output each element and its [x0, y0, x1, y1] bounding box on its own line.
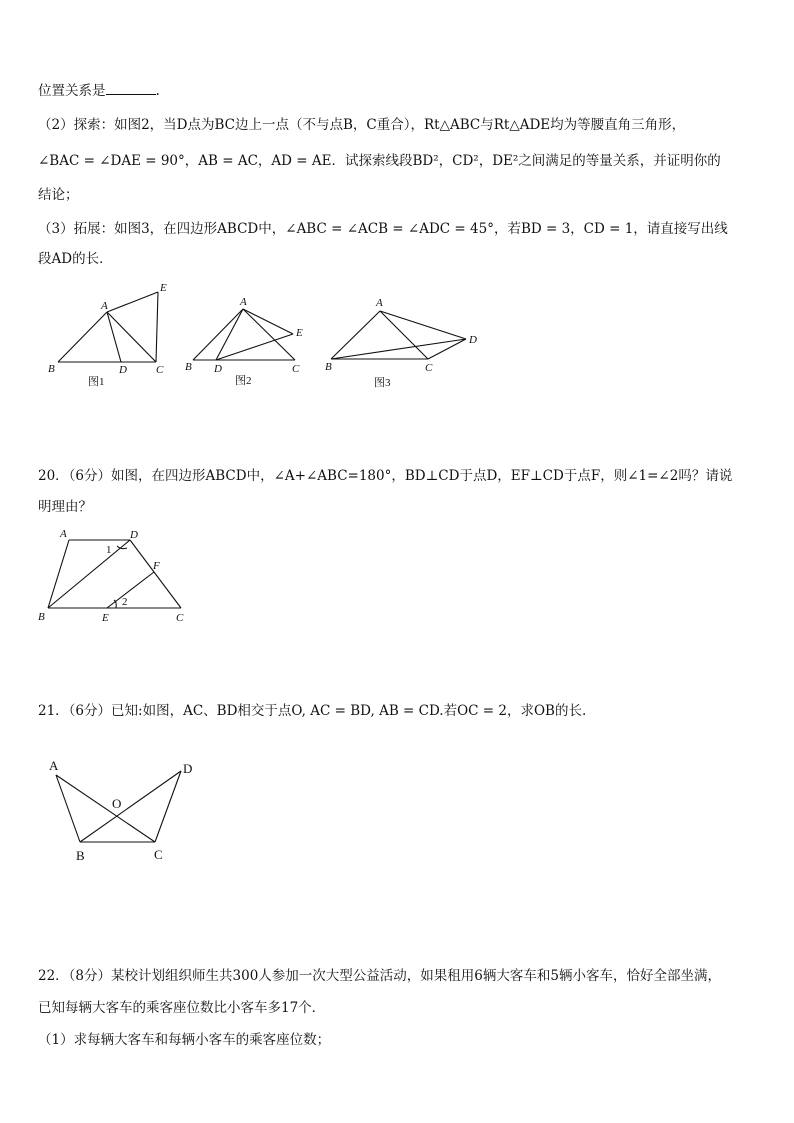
q19-line6: 段AD的长．: [38, 251, 113, 267]
q19-line4: 结论；: [38, 187, 79, 203]
fig1-caption: 图1: [88, 376, 105, 388]
fig2-caption: 图2: [235, 375, 252, 387]
q21-label-O: O: [112, 796, 122, 811]
fig1-label-E: E: [160, 282, 167, 294]
q21-label-C: C: [154, 847, 163, 862]
fig3-caption: 图3: [374, 377, 391, 389]
q20-label-E: E: [102, 612, 109, 624]
q21-label-A: A: [49, 758, 59, 773]
q21-label-D: D: [183, 761, 193, 776]
q20-angle-2: 2: [122, 596, 128, 608]
q21-line1: 21．（6分）已知:如图，AC、BD相交于点O, AC = BD, AB = CD.若OC = 2，求OB的长.: [38, 703, 587, 719]
q20-label-B: B: [38, 611, 45, 623]
q19-line3: ∠BAC = ∠DAE = 90°，AB = AC，AD = AE．试探索线段BD²，CD²，DE²之间满足的等量关系，并证明你的: [38, 153, 721, 169]
fig1-label-B: B: [48, 363, 55, 375]
q20-label-A: A: [60, 528, 67, 540]
fig2-label-D: D: [214, 363, 222, 375]
fig2-label-C: C: [292, 363, 300, 375]
q19-line2: （2）探索：如图2，当D点为BC边上一点（不与点B，C重合），Rt△ABC与Rt△ADE均为等腰直角三角形，: [38, 117, 686, 133]
q20-angle-1: 1: [106, 544, 112, 556]
fig3-label-B: B: [325, 361, 332, 373]
q19-line1-end: .: [155, 83, 160, 99]
q19-line1-text: 位置关系是: [38, 83, 106, 99]
fig2-label-A: A: [240, 296, 247, 308]
q19-line5: （3）拓展：如图3，在四边形ABCD中，∠ABC = ∠ACB = ∠ADC = 45°，若BD = 3，CD = 1，请直接写出线: [38, 221, 728, 237]
fig3-label-A: A: [376, 297, 383, 309]
q20-label-F: F: [153, 560, 160, 572]
fig3-label-C: C: [425, 362, 433, 374]
q20-line1: 20．（6分）如图，在四边形ABCD中，∠A+∠ABC=180°，BD⊥CD于点D，EF⊥CD于点F，则∠1=∠2吗？请说: [38, 468, 733, 484]
q20-label-D: D: [130, 529, 138, 541]
q22-line3: （1）求每辆大客车和每辆小客车的乘客座位数；: [38, 1032, 331, 1048]
fig2-label-E: E: [296, 327, 303, 339]
q20-label-C: C: [176, 612, 184, 624]
fig2-label-B: B: [185, 361, 192, 373]
q21-label-B: B: [76, 848, 85, 863]
fig3-label-D: D: [469, 334, 477, 346]
fig1-label-D: D: [119, 364, 127, 376]
fig1-label-A: A: [101, 300, 108, 312]
q20-line2: 明理由？: [38, 499, 92, 515]
q22-line2: 已知每辆大客车的乘客座位数比小客车多17个．: [38, 1000, 326, 1016]
fig1-label-C: C: [156, 364, 164, 376]
q22-line1: 22．（8分）某校计划组织师生共300人参加一次大型公益活动，如果租用6辆大客车和5辆小客车，恰好全部坐满，: [38, 968, 721, 984]
